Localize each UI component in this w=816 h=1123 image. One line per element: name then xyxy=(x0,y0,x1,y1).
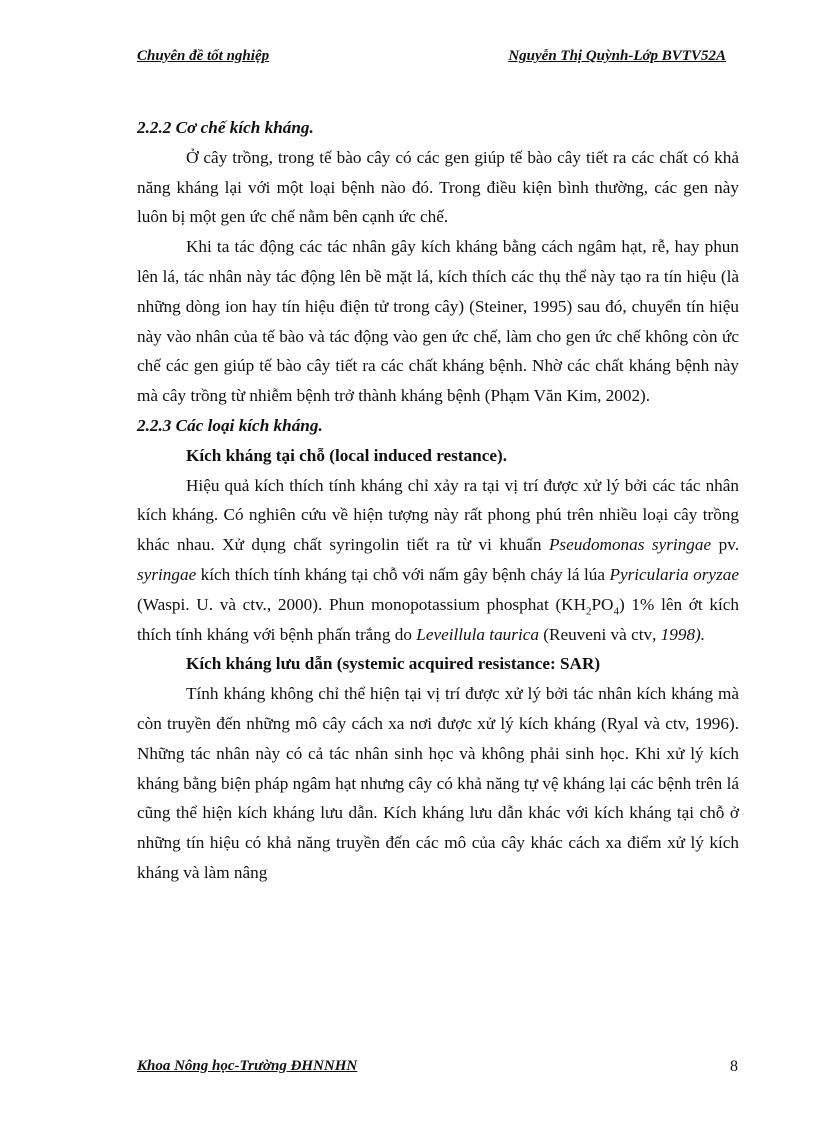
species-name: Leveillula taurica xyxy=(416,624,539,644)
text-run: kích thích tính kháng tại chỗ với nấm gây bệnh cháy lá lúa xyxy=(196,564,610,584)
species-name: Pyricularia oryzae xyxy=(609,564,739,584)
text-run-italic: , 1998). xyxy=(652,624,706,644)
paragraph-sar: Tính kháng không chỉ thể hiện tại vị trí được xử lý bởi tác nhân kích kháng mà còn truyền đến những mô cây cách xa nơi được xử lý kích kháng (Ryal và ctv, 1996). Những tác nhân này có cả tác nhân sinh học và không phải sinh học. Khi xử lý kích kháng bằng biện pháp ngâm hạt nhưng cây có khả năng tự vệ kháng lại các bệnh trên lá cũng thể hiện kích kháng lưu dẫn. Kích kháng lưu dẫn khác với kích kháng tại chỗ ở những tín hiệu có khả năng truyền đến các mô của cây khác cách xa điểm xử lý kích kháng và làm nâng xyxy=(137,684,739,882)
page-header xyxy=(137,48,726,70)
page-footer xyxy=(137,1058,738,1080)
paragraph-local-resistance xyxy=(137,471,739,650)
text-run: PO xyxy=(591,594,614,614)
text-run: (Reuveni và ctv xyxy=(538,624,653,644)
subheading-sar: Kích kháng lưu dẫn (systemic acquired resistance: SAR) xyxy=(186,654,601,674)
section-heading-2-2-3: 2.2.3 Các loại kích kháng. xyxy=(137,415,323,435)
species-name: Pseudomonas syringae xyxy=(548,535,712,555)
text-run: ) 1% lên ớt kích thích tính kháng với bệnh phấn trắng do xyxy=(137,594,739,644)
section-heading-2-2-2: 2.2.2 Cơ chế kích kháng. xyxy=(137,118,314,137)
header-left: Chuyên đề tốt nghiệp xyxy=(137,48,270,64)
subscript: 2 xyxy=(586,605,592,618)
subscript: 4 xyxy=(613,605,619,618)
page-number: 8 xyxy=(730,1058,738,1075)
subheading-local-resistance: Kích kháng tại chỗ (local induced restance). xyxy=(186,445,507,465)
text-run: Hiệu quả kích thích tính kháng chỉ xảy ra tại vị trí được xử lý bởi các tác nhân kích kháng. Có nghiên cứu về hiện tượng này rất phong phú trên nhiều loại cây trồng khác nhau. Xử dụng chất syringolin tiết ra từ vi khuẩn xyxy=(137,475,739,555)
header-right: Nguyễn Thị Quỳnh-Lớp BVTV52A xyxy=(508,48,726,64)
footer-left: Khoa Nông học-Trường ĐHNNHN xyxy=(137,1058,358,1074)
text-run: pv. xyxy=(711,535,739,555)
paragraph: Ở cây trồng, trong tế bào cây có các gen giúp tế bào cây tiết ra các chất có khả năng kháng lại với một loại bệnh nào đó. Trong điều kiện bình thường, các gen này luôn bị một gen ức chế nằm bên cạnh ức chế. xyxy=(137,147,739,227)
text-run: (Waspi. U. và ctv., 2000). Phun monopotassium phosphat (KH xyxy=(137,594,586,614)
species-name: syringae xyxy=(137,564,197,584)
document-body xyxy=(137,113,739,888)
paragraph: Khi ta tác động các tác nhân gây kích kháng bằng cách ngâm hạt, rễ, hay phun lên lá, tác nhân này tác động lên bề mặt lá, kích thích các thụ thể này tạo ra tín hiệu (là những dòng ion hay tín hiệu điện tử trong cây) (Steiner, 1995) sau đó, chuyển tín hiệu này vào nhân của tế bào và tác động vào gen ức chế, làm cho gen ức chế không còn ức chế các gen giúp tế bào cây tiết ra các chất kháng bệnh. Nhờ các chất kháng bệnh này mà cây trồng từ nhiễm bệnh trở thành kháng bệnh (Phạm Văn Kim, 2002). xyxy=(137,237,739,406)
